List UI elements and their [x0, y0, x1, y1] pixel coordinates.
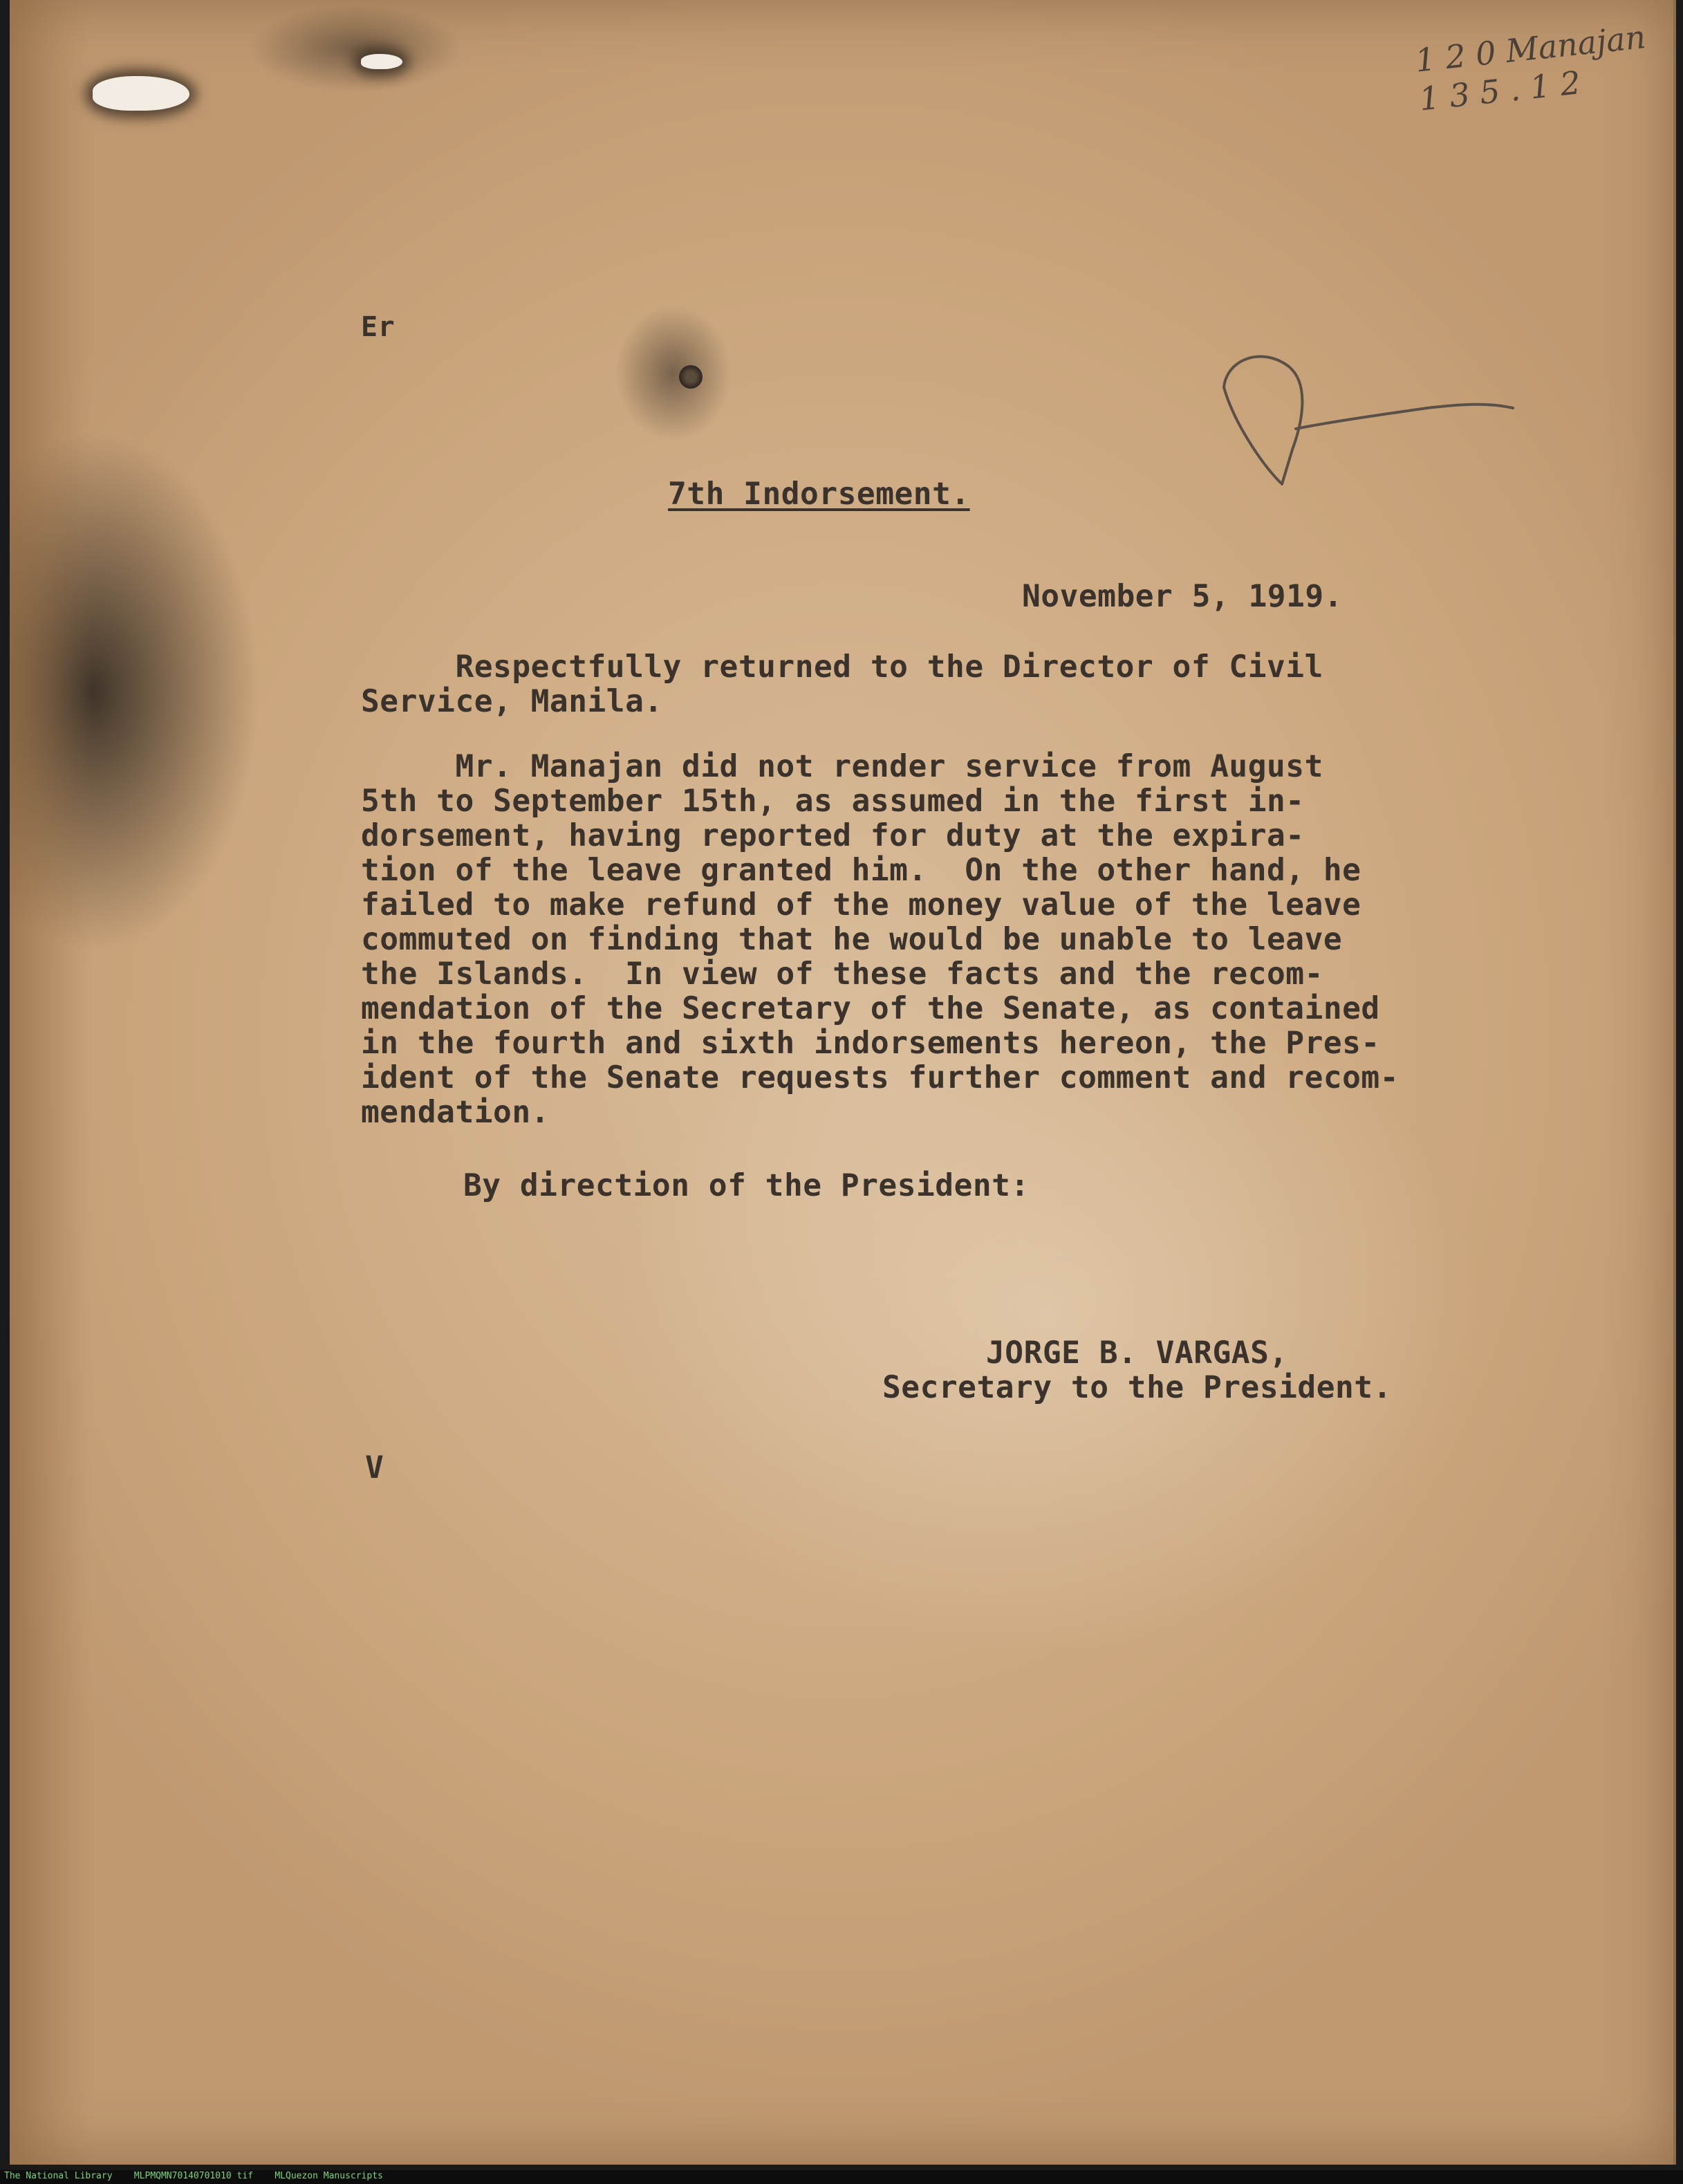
- margin-mark: V: [365, 1450, 384, 1486]
- document-date: November 5, 1919.: [1022, 579, 1343, 614]
- typist-initials: Er: [361, 311, 396, 343]
- signer-name: JORGE B. VARGAS,: [986, 1335, 1288, 1371]
- handwritten-note: [1413, 17, 1651, 118]
- body-paragraph: Mr. Manajan did not render service from August 5th to September 15th, as assumed in the first in- dorsement, having reported for duty at the expira- tion of the leave granted him. On the other hand, he failed to make refund of the money value of the leave commuted on finding that he would be unable to leave the Islands. In view of these facts and the recom- mendation of the Secretary of the Senate, as contained in the fourth and sixth indorsements hereon, the Pres- ident of the Senate requests further comment and recom- mendation.: [361, 749, 1400, 1130]
- binding-hole: [361, 54, 402, 69]
- document-page: [10, 0, 1676, 2165]
- signer-title: Secretary to the President.: [882, 1370, 1392, 1405]
- binding-hole: [93, 76, 189, 111]
- closing-line: By direction of the President:: [463, 1168, 1030, 1203]
- page-title: 7th Indorsement.: [668, 476, 970, 512]
- pencil-check-mark: [1220, 346, 1517, 498]
- archive-footer-text: The National Library MLPMQMN70140701010 tif MLQuezon Manuscripts: [4, 2171, 383, 2181]
- page-stain-edge: [10, 0, 93, 2165]
- handwritten-line: 1 2 0 Manajan: [1413, 18, 1648, 80]
- body-paragraph: Respectfully returned to the Director of Civil Service, Manila.: [361, 649, 1323, 719]
- fastener-mark: [679, 365, 703, 389]
- archive-footer: [0, 2170, 1683, 2184]
- handwritten-line: 1 3 5 . 1 2: [1417, 64, 1583, 118]
